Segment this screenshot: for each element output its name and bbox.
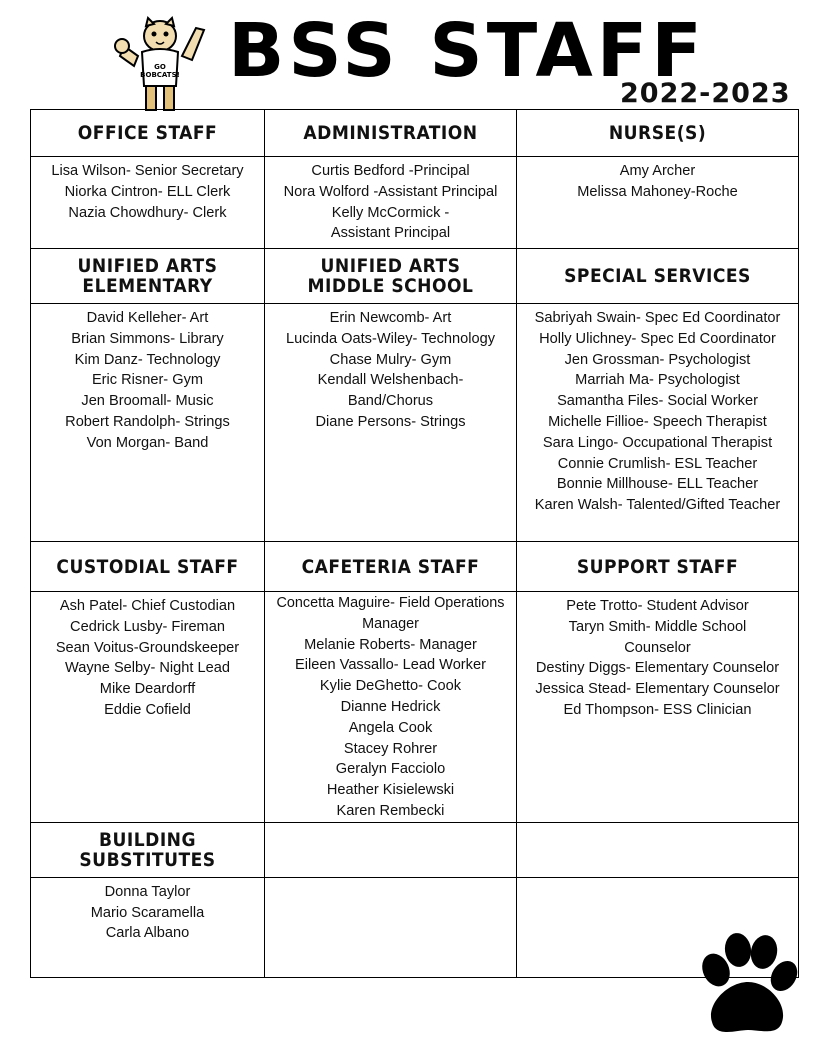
- office-staff-list: [31, 157, 265, 249]
- special-services-list: [517, 304, 799, 542]
- staff-row: [31, 304, 799, 542]
- staff-entry: Taryn Smith- Middle School Counselor: [568, 618, 747, 656]
- custodial-staff-heading: CUSTODIAL STAFF: [31, 542, 265, 592]
- administration-heading: ADMINISTRATION: [265, 110, 517, 157]
- cafeteria-staff-list: [265, 592, 517, 823]
- building-substitutes-heading: BUILDING SUBSTITUTES: [31, 822, 265, 877]
- support-staff-list: [517, 592, 799, 823]
- school-year: 2022-2023: [620, 78, 791, 109]
- staff-entry: Stacey Rohrer: [343, 740, 438, 757]
- heading-line: MIDDLE SCHOOL: [307, 275, 474, 297]
- staff-entry: Angela Cook: [348, 719, 433, 736]
- staff-entry: Eileen Vassallo- Lead Worker: [295, 657, 486, 674]
- staff-row: [31, 157, 799, 249]
- staff-entry: Lucinda Oats-Wiley- Technology: [285, 330, 495, 347]
- staff-entry: Jen Broomall- Music: [81, 393, 214, 410]
- unified-arts-middle-heading: [265, 249, 517, 304]
- staff-directory-table: [30, 109, 799, 978]
- staff-entry: Sabriyah Swain- Spec Ed Coordinator: [534, 310, 781, 326]
- heading-line: UNIFIED ARTS: [77, 255, 218, 277]
- heading-line: UNIFIED ARTS: [320, 255, 461, 277]
- staff-entry: Marriah Ma- Psychologist: [575, 372, 740, 389]
- custodial-staff-list: [31, 592, 265, 823]
- staff-entry: Donna Taylor: [104, 883, 191, 900]
- staff-row: [31, 592, 799, 823]
- staff-entry: Ed Thompson- ESS Clinician: [563, 701, 752, 718]
- empty-cell: [265, 822, 517, 877]
- staff-entry: Kendall Welshenbach- Band/Chorus: [317, 372, 464, 410]
- staff-entry: Kim Danz- Technology: [74, 351, 221, 368]
- staff-entry: Lisa Wilson- Senior Secretary: [51, 163, 244, 179]
- staff-entry: Bonnie Millhouse- ELL Teacher: [556, 476, 759, 493]
- empty-cell: [265, 877, 517, 977]
- paw-print-icon: [690, 930, 800, 1040]
- cafeteria-staff-heading: CAFETERIA STAFF: [265, 542, 517, 592]
- staff-entry: Niorka Cintron- ELL Clerk: [64, 183, 231, 200]
- support-staff-heading: SUPPORT STAFF: [517, 542, 799, 592]
- staff-entry: Dianne Hedrick: [340, 698, 441, 715]
- staff-entry: Concetta Maguire- Field Operations Manager: [276, 595, 505, 632]
- staff-entry: Connie Crumlish- ESL Teacher: [557, 455, 758, 472]
- staff-entry: Nora Wolford -Assistant Principal: [283, 183, 498, 200]
- staff-entry: Curtis Bedford -Principal: [311, 163, 470, 179]
- staff-entry: Erin Newcomb- Art: [329, 310, 452, 326]
- nurses-heading: NURSE(S): [517, 110, 799, 157]
- staff-entry: Destiny Diggs- Elementary Counselor: [535, 660, 780, 677]
- page-title: BSS STAFF: [228, 8, 706, 94]
- administration-list: [265, 157, 517, 249]
- unified-arts-elementary-heading: [31, 249, 265, 304]
- bobcat-mascot-icon: [112, 16, 208, 112]
- staff-entry: Jen Grossman- Psychologist: [564, 351, 751, 368]
- staff-entry: Wayne Selby- Night Lead: [65, 660, 230, 677]
- staff-entry: Jessica Stead- Elementary Counselor: [535, 681, 780, 698]
- office-staff-heading: OFFICE STAFF: [31, 110, 265, 157]
- building-substitutes-list: [31, 877, 265, 977]
- staff-entry: Amy Archer: [619, 163, 696, 179]
- staff-entry: Robert Randolph- Strings: [65, 413, 230, 430]
- staff-row: [31, 877, 799, 977]
- staff-entry: Sara Lingo- Occupational Therapist: [542, 434, 773, 451]
- staff-entry: Diane Persons- Strings: [315, 413, 466, 430]
- staff-entry: Geralyn Facciolo: [335, 761, 446, 778]
- heading-line: ELEMENTARY: [82, 275, 213, 297]
- staff-entry: Von Morgan- Band: [86, 434, 209, 451]
- heading-row: [31, 542, 799, 592]
- staff-entry: Mike Deardorff: [99, 681, 196, 698]
- staff-entry: Brian Simmons- Library: [71, 330, 224, 347]
- staff-entry: Chase Mulry- Gym: [329, 351, 452, 368]
- staff-entry: Cedrick Lusby- Fireman: [70, 618, 225, 635]
- staff-entry: Kylie DeGhetto- Cook: [319, 678, 462, 695]
- staff-entry: Holly Ulichney- Spec Ed Coordinator: [539, 330, 776, 347]
- staff-entry: Karen Walsh- Talented/Gifted Teacher: [534, 497, 781, 514]
- unified-arts-middle-list: [265, 304, 517, 542]
- heading-row: [31, 822, 799, 877]
- staff-entry: Karen Rembecki: [336, 802, 445, 819]
- staff-entry: Pete Trotto- Student Advisor: [566, 598, 749, 614]
- staff-entry: David Kelleher- Art: [86, 310, 209, 326]
- staff-entry: Mario Scaramella: [90, 904, 205, 921]
- staff-entry: Ash Patel- Chief Custodian: [59, 598, 236, 614]
- staff-entry: Nazia Chowdhury- Clerk: [68, 204, 227, 221]
- heading-row: [31, 110, 799, 157]
- staff-entry: Eric Risner- Gym: [91, 372, 204, 389]
- special-services-heading: SPECIAL SERVICES: [517, 249, 799, 304]
- svg-text:GOBOBCATS!: GO BOBCATS!: [140, 63, 180, 79]
- unified-arts-elementary-list: [31, 304, 265, 542]
- staff-entry: Kelly McCormick -Assistant Principal: [330, 204, 451, 242]
- empty-cell: [517, 822, 799, 877]
- staff-entry: Sean Voitus-Groundskeeper: [55, 639, 240, 656]
- staff-entry: Michelle Fillioe- Speech Therapist: [548, 413, 767, 430]
- staff-entry: Melissa Mahoney-Roche: [577, 183, 738, 200]
- nurses-list: [517, 157, 799, 249]
- staff-entry: Heather Kisielewski: [326, 782, 455, 799]
- staff-entry: Eddie Cofield: [104, 701, 191, 718]
- staff-entry: Carla Albano: [105, 925, 190, 942]
- heading-row: [31, 249, 799, 304]
- staff-entry: Melanie Roberts- Manager: [304, 636, 477, 653]
- staff-entry: Samantha Files- Social Worker: [557, 393, 758, 410]
